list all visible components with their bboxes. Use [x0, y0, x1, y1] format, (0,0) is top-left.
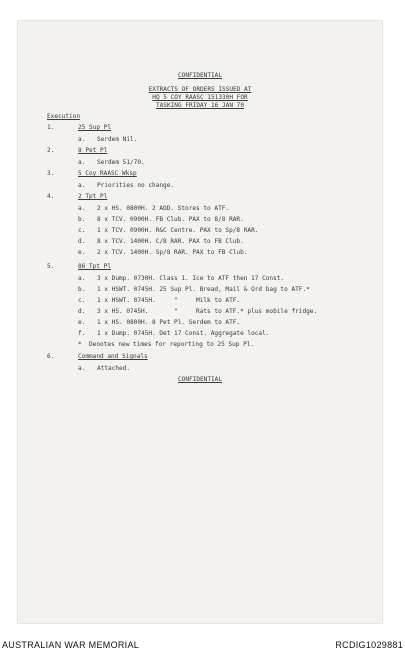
item-text: 2 x HS. 0800H. 2 AOD. Stores to ATF. — [97, 205, 230, 212]
item-letter: d. — [78, 308, 86, 315]
archive-name: AUSTRALIAN WAR MEMORIAL — [2, 640, 140, 650]
item-text: Serdem Nil. — [97, 136, 138, 143]
item-text: 1 x TCV. 0900H. R&C Centre. PAX to Sp/8 RAR. — [97, 227, 259, 234]
section-heading: 86 Tpt Pl — [78, 263, 112, 270]
item-letter: a. — [78, 205, 86, 212]
item-letter: e. — [78, 319, 86, 326]
item-text: 1 x Dump. 0745H. Det 17 Const. Aggregate local. — [97, 330, 270, 337]
section-number: 2. — [47, 147, 55, 154]
heading-line-2: HQ 5 COY RAASC 151330H FOR — [152, 94, 248, 101]
item-letter: f. — [78, 330, 86, 337]
heading-line-3: TASKING FRIDAY 16 JAN 70 — [155, 102, 245, 109]
section-heading: 8 Pet Pl — [78, 147, 108, 154]
item-letter: a. — [78, 159, 86, 166]
item-letter: a. — [78, 365, 86, 372]
item-text: 3 x Dump. 0730H. Class 1. Ice to ATF then 17 Const. — [97, 275, 285, 282]
item-letter: a. — [78, 275, 86, 282]
document-page — [17, 20, 383, 624]
item-letter: b. — [78, 286, 86, 293]
item-text: Priorities no change. — [97, 182, 175, 189]
item-text: 1 x HSWT. 0745H. 25 Sup Pl. Bread, Mail & Ord bag to ATF.* — [97, 286, 310, 293]
section-number: 1. — [47, 124, 55, 131]
footnote: * Denotes new times for reporting to 25 Sup Pl. — [78, 341, 255, 348]
section-number: 5. — [47, 263, 55, 270]
item-text: Serdem 51/70. — [97, 159, 145, 166]
section-heading: Command and Signals — [78, 353, 148, 360]
item-text: 1 x HSWT. 0745H. " Milk to ATF. — [97, 297, 241, 304]
classification-bottom: CONFIDENTIAL — [177, 376, 223, 383]
item-letter: c. — [78, 227, 86, 234]
record-id: RCDIG1029881 — [335, 640, 403, 650]
item-text: 8 x TCV. 1400H. C/8 RAR. PAX to FB Club. — [97, 238, 244, 245]
section-title-execution: Execution — [47, 113, 81, 120]
item-letter: b. — [78, 216, 86, 223]
section-number: 4. — [47, 193, 55, 200]
section-number: 3. — [47, 170, 55, 177]
item-text: 2 x TCV. 1400H. Sp/8 RAR. PAX to FB Club. — [97, 249, 248, 256]
section-heading: 5 Coy RAASC Wksp — [78, 170, 137, 177]
item-letter: c. — [78, 297, 86, 304]
section-number: 6. — [47, 353, 55, 360]
document-body — [17, 20, 383, 624]
heading-line-1: EXTRACTS OF ORDERS ISSUED AT — [148, 86, 252, 93]
section-heading: 25 Sup Pl — [78, 124, 112, 131]
item-letter: a. — [78, 182, 86, 189]
item-text: 1 x HS. 0800H. 8 Pet Pl. Serdem to ATF. — [97, 319, 241, 326]
item-letter: d. — [78, 238, 86, 245]
item-text: Attached. — [97, 365, 131, 372]
item-letter: e. — [78, 249, 86, 256]
section-heading: 2 Tpt Pl — [78, 193, 108, 200]
archive-footer — [0, 637, 405, 654]
item-text: 8 x TCV. 0900H. FB Club. PAX to 8/8 RAR. — [97, 216, 244, 223]
item-text: 3 x HS. 0745H. " Rats to ATF.* plus mobile fridge. — [97, 308, 318, 315]
item-letter: a. — [78, 136, 86, 143]
classification-top: CONFIDENTIAL — [177, 72, 223, 79]
